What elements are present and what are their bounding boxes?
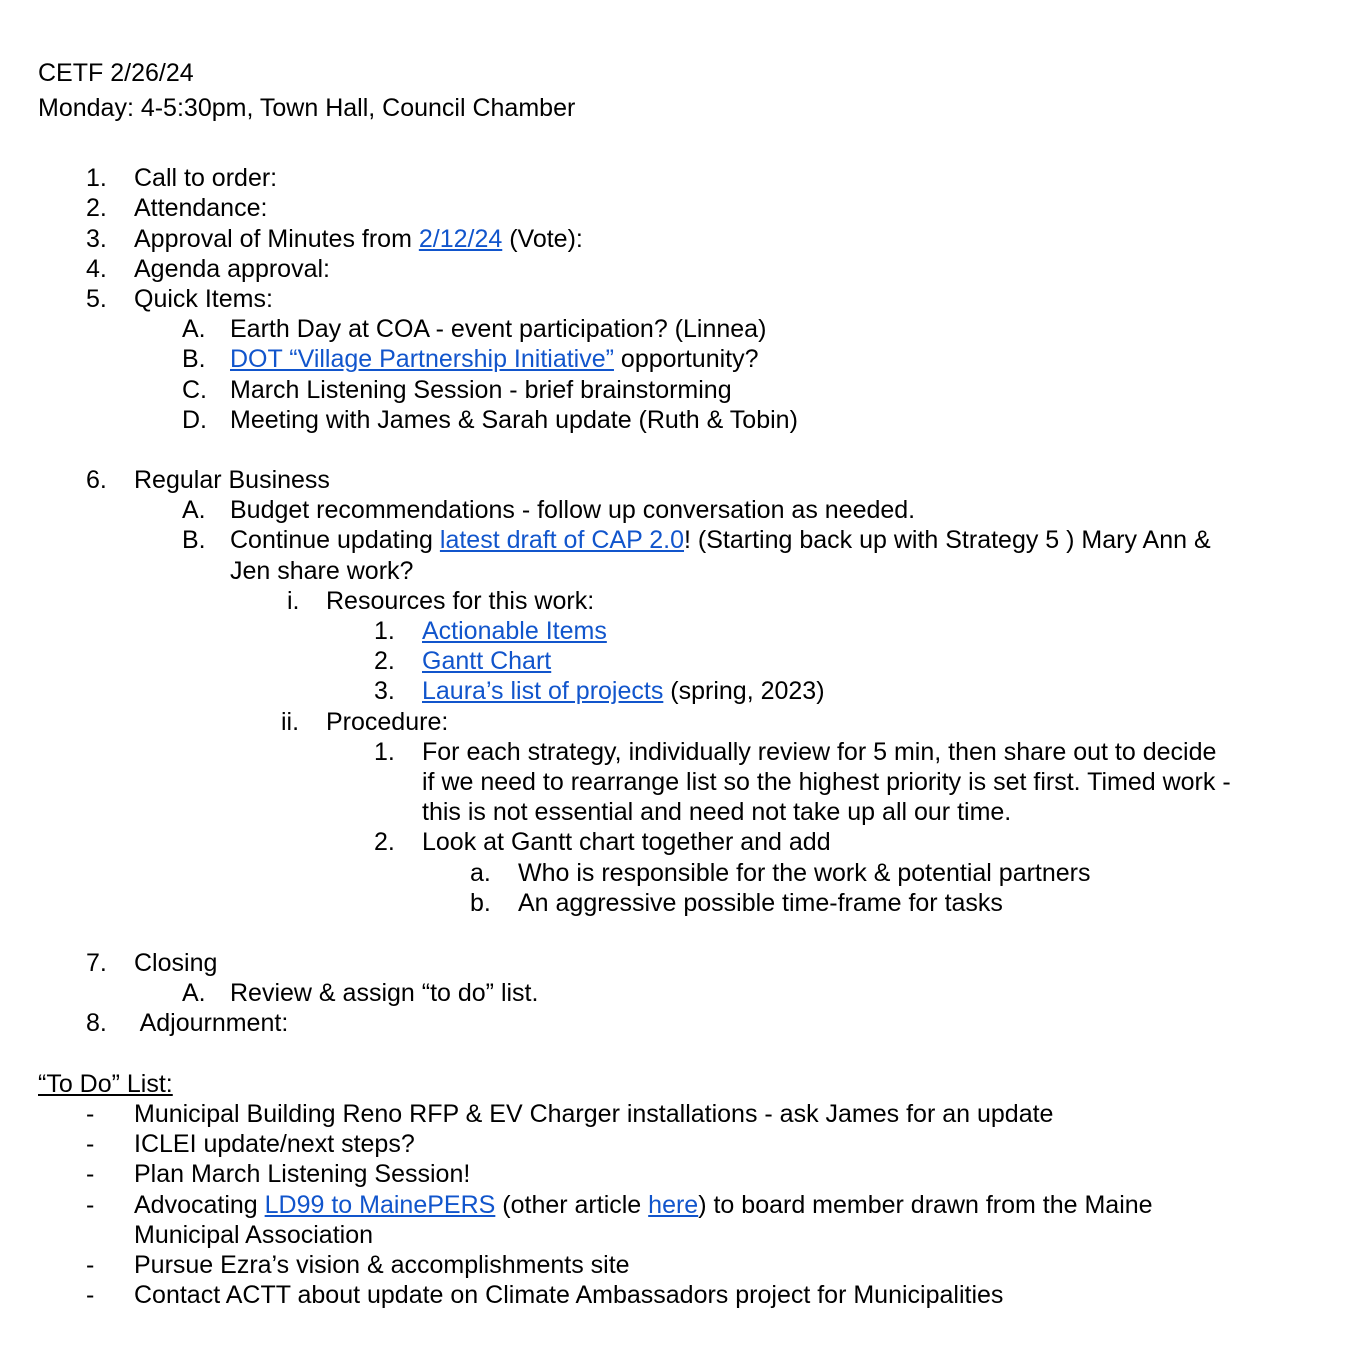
item-number: 8. [86, 1009, 107, 1037]
procedure-heading: Procedure: [326, 708, 449, 736]
bullet-dash: - [86, 1251, 95, 1279]
bullet-dash: - [86, 1100, 95, 1128]
item-number: 1. [374, 738, 395, 766]
todo-heading: “To Do” List: [38, 1070, 173, 1098]
quick-item-meeting-update: Meeting with James & Sarah update (Ruth & Tobin) [230, 406, 798, 434]
item-number: 6. [86, 466, 107, 494]
gantt-chart-link[interactable]: Gantt Chart [422, 647, 552, 675]
ld99-link[interactable]: LD99 to MainePERS [264, 1191, 496, 1219]
gantt-subtask: An aggressive possible time-frame for tasks [518, 889, 1003, 917]
resource-item [422, 676, 825, 706]
item-number: 1. [86, 164, 107, 192]
item-letter: A. [182, 979, 206, 1007]
business-item-budget: Budget recommendations - follow up conversation as needed. [230, 496, 916, 524]
item-letter: B. [182, 345, 206, 373]
resources-heading: Resources for this work: [326, 587, 595, 615]
todo-item: Pursue Ezra’s vision & accomplishments site [134, 1251, 630, 1279]
resource-item [422, 616, 607, 646]
meeting-details: Monday: 4-5:30pm, Town Hall, Council Chamber [38, 94, 576, 122]
business-item-cap-update-continued: Jen share work? [230, 557, 414, 585]
document-title: CETF 2/26/24 [38, 59, 194, 87]
gantt-subtask: Who is responsible for the work & potential partners [518, 859, 1091, 887]
bullet-dash: - [86, 1191, 95, 1219]
agenda-item-closing: Closing [134, 949, 218, 977]
todo-item: Plan March Listening Session! [134, 1160, 471, 1188]
todo-item: ICLEI update/next steps? [134, 1130, 415, 1158]
agenda-item-agenda-approval: Agenda approval: [134, 255, 330, 283]
bullet-dash: - [86, 1281, 95, 1309]
quick-item-listening-session: March Listening Session - brief brainstorming [230, 376, 732, 404]
procedure-step-line: For each strategy, individually review for 5 min, then share out to decide [422, 738, 1217, 766]
minutes-link[interactable]: 2/12/24 [418, 225, 503, 253]
text-segment: (spring, 2023) [663, 677, 825, 705]
item-letter: a. [470, 859, 491, 887]
cap-draft-link[interactable]: latest draft of CAP 2.0 [439, 526, 685, 554]
item-number: 3. [374, 677, 395, 705]
item-number: 3. [86, 225, 107, 253]
item-number: 1. [374, 617, 395, 645]
item-letter: b. [470, 889, 491, 917]
item-letter: A. [182, 496, 206, 524]
agenda-item-regular-business: Regular Business [134, 466, 330, 494]
procedure-step-line: if we need to rearrange list so the highest priority is set first. Timed work - [422, 768, 1231, 796]
bullet-dash: - [86, 1130, 95, 1158]
agenda-item-quick-items: Quick Items: [134, 285, 273, 313]
item-number: 2. [374, 828, 395, 856]
agenda-item-attendance: Attendance: [134, 194, 268, 222]
item-letter: D. [182, 406, 207, 434]
lauras-projects-link[interactable]: Laura’s list of projects [422, 677, 664, 705]
text-segment: (other article [495, 1191, 649, 1219]
business-item-cap-update [230, 525, 1211, 555]
agenda-item-approval-of-minutes [134, 224, 583, 254]
item-letter: B. [182, 526, 206, 554]
item-letter: A. [182, 315, 206, 343]
text-segment: Advocating [134, 1191, 265, 1219]
agenda-item-call-to-order: Call to order: [134, 164, 278, 192]
todo-item: Contact ACTT about update on Climate Ambassadors project for Municipalities [134, 1281, 1004, 1309]
text-segment: ! (Starting back up with Strategy 5 ) Mary Ann & [684, 526, 1211, 554]
item-number: 4. [86, 255, 107, 283]
item-roman: ii. [281, 708, 300, 736]
actionable-items-link[interactable]: Actionable Items [422, 617, 607, 645]
item-number: 2. [86, 194, 107, 222]
quick-item-earth-day: Earth Day at COA - event participation? (Linnea) [230, 315, 767, 343]
todo-item: Municipal Building Reno RFP & EV Charger installations - ask James for an update [134, 1100, 1054, 1128]
text-segment: (Vote): [502, 225, 583, 253]
item-roman: i. [287, 587, 300, 615]
agenda-item-adjournment: Adjournment: [134, 1009, 289, 1037]
dot-initiative-link[interactable]: DOT “Village Partnership Initiative” [230, 345, 614, 373]
item-number: 2. [374, 647, 395, 675]
quick-item-dot-initiative [230, 344, 759, 374]
bullet-dash: - [86, 1160, 95, 1188]
item-number: 7. [86, 949, 107, 977]
procedure-step: Look at Gantt chart together and add [422, 828, 831, 856]
resource-item [422, 646, 551, 676]
item-number: 5. [86, 285, 107, 313]
text-segment: Approval of Minutes from [134, 225, 419, 253]
text-segment: Continue updating [230, 526, 440, 554]
closing-item-todo-review: Review & assign “to do” list. [230, 979, 539, 1007]
todo-item-advocating [134, 1190, 1153, 1220]
text-segment: opportunity? [613, 345, 759, 373]
todo-item-continued: Municipal Association [134, 1221, 374, 1249]
other-article-link[interactable]: here [648, 1191, 699, 1219]
item-letter: C. [182, 376, 207, 404]
procedure-step-line: this is not essential and need not take up all our time. [422, 798, 1012, 826]
text-segment: ) to board member drawn from the Maine [698, 1191, 1153, 1219]
